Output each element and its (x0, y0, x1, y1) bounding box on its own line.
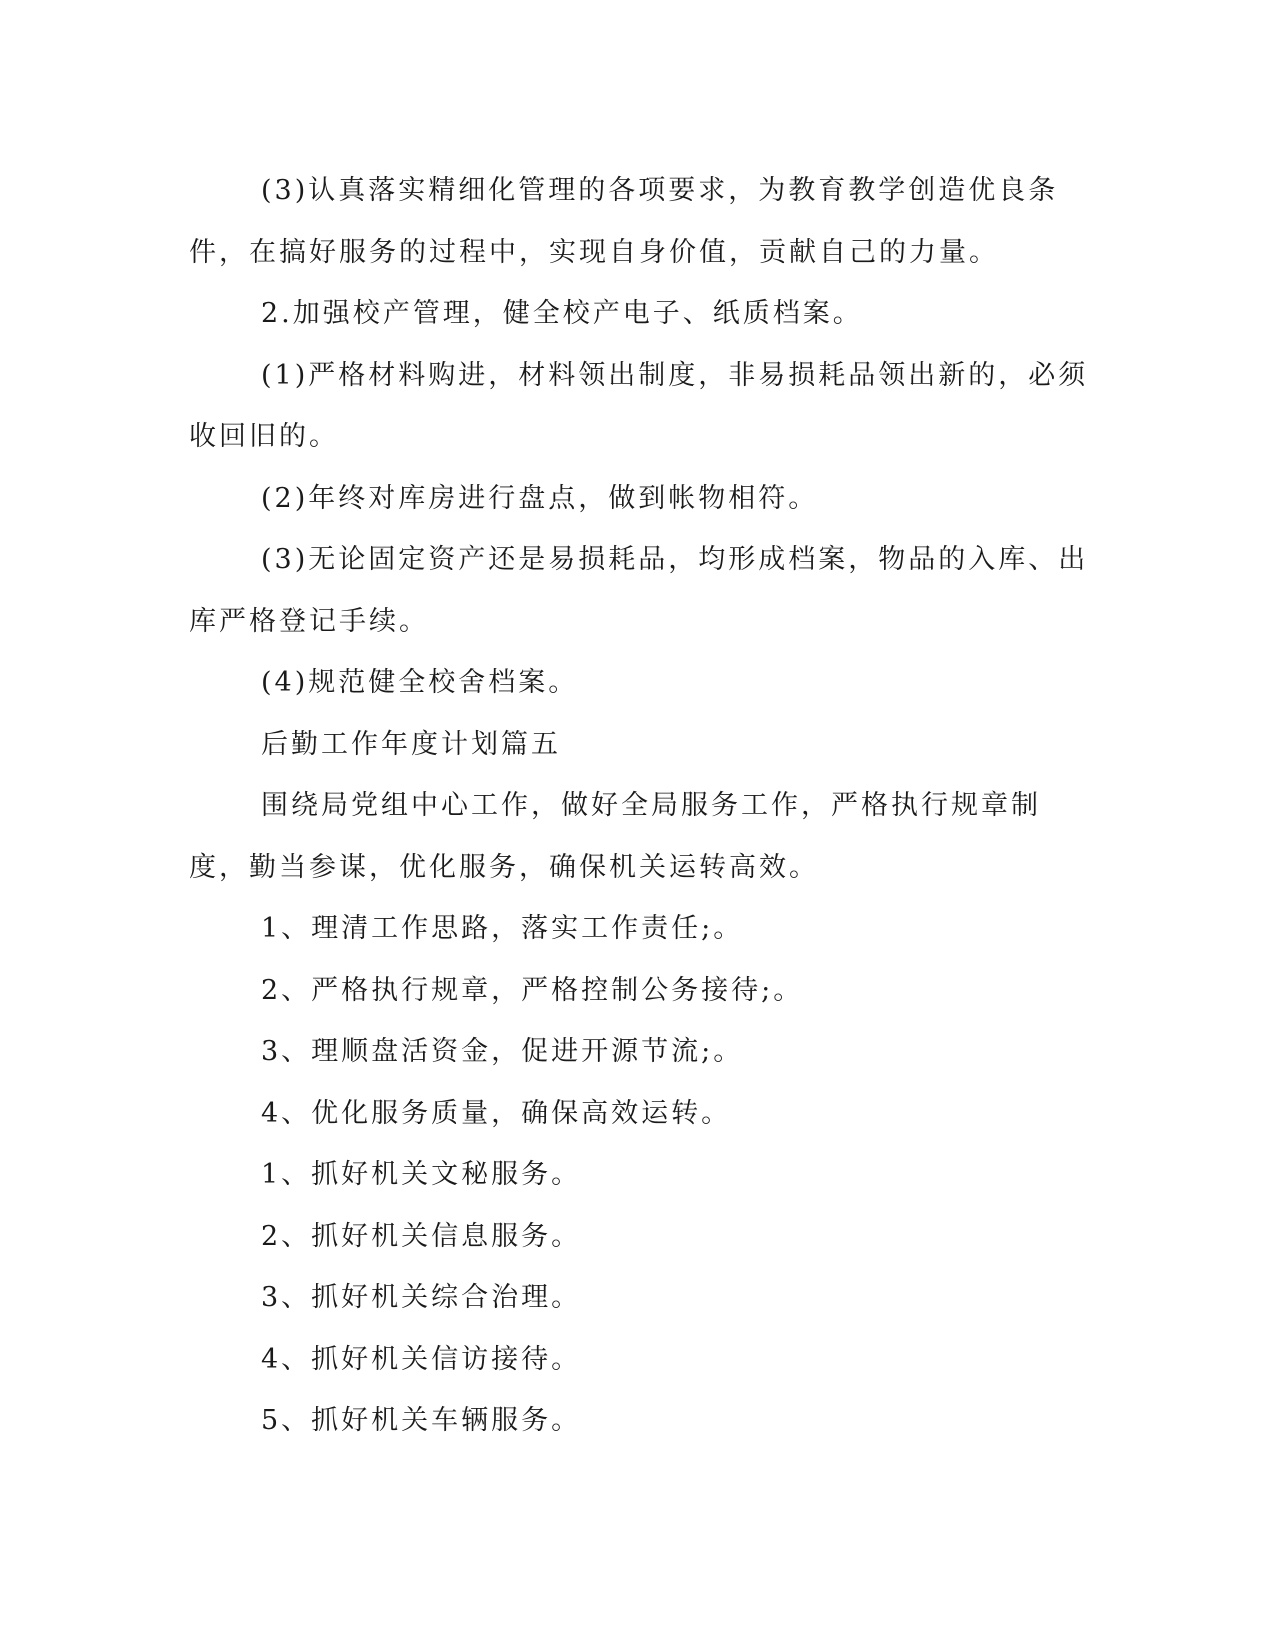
paragraph: (1)严格材料购进，材料领出制度，非易损耗品领出新的，必须收回旧的。 (189, 359, 1089, 452)
section-heading: 后勤工作年度计划篇五 (261, 728, 561, 760)
list-item: 3、理顺盘活资金，促进开源节流;。 (261, 1036, 744, 1067)
document-body (189, 160, 1089, 1452)
list-item: 4、优化服务质量，确保高效运转。 (261, 1097, 732, 1129)
paragraph: 围绕局党组中心工作，做好全局服务工作，严格执行规章制度，勤当参谋，优化服务，确保机关运转高效。 (189, 790, 1041, 883)
paragraph: 2.加强校产管理，健全校产电子、纸质档案。 (261, 298, 863, 329)
list-item: 1、理清工作思路，落实工作责任;。 (261, 913, 744, 944)
list-item: 5、抓好机关车辆服务。 (261, 1405, 582, 1436)
list-item: 3、抓好机关综合治理。 (261, 1282, 582, 1313)
paragraph: (3)无论固定资产还是易损耗品，均形成档案，物品的入库、出库严格登记手续。 (189, 544, 1089, 637)
list-item: 2、严格执行规章，严格控制公务接待;。 (261, 974, 804, 1006)
paragraph: (2)年终对库房进行盘点，做到帐物相符。 (261, 482, 819, 514)
paragraph: (3)认真落实精细化管理的各项要求，为教育教学创造优良条件，在搞好服务的过程中，实现自身价值，贡献自己的力量。 (189, 175, 1059, 268)
paragraph: (4)规范健全校舍档案。 (261, 667, 579, 698)
list-item: 2、抓好机关信息服务。 (261, 1220, 582, 1252)
list-item: 4、抓好机关信访接待。 (261, 1343, 582, 1375)
list-item: 1、抓好机关文秘服务。 (261, 1159, 582, 1190)
